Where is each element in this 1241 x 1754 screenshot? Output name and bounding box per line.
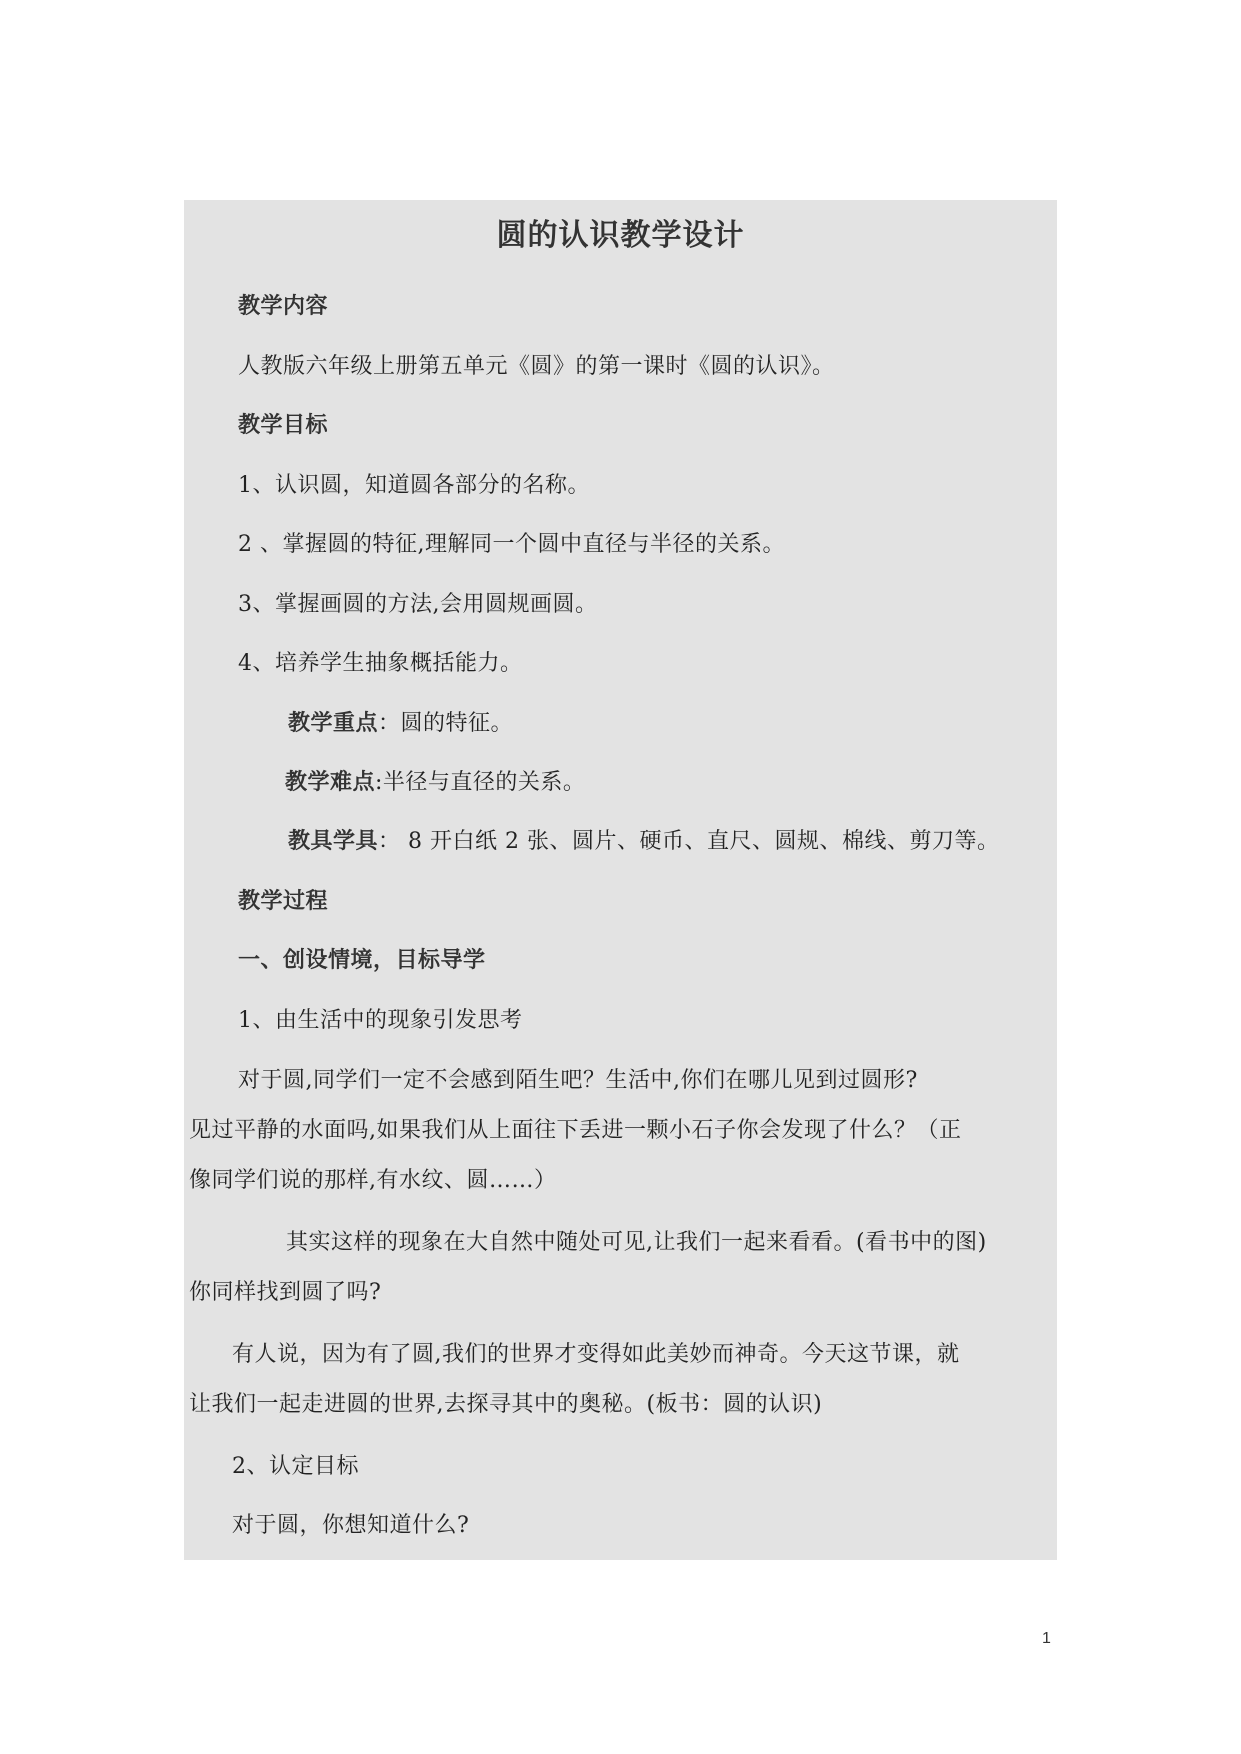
- para4: 对于圆，你想知道什么?: [232, 1513, 470, 1538]
- para2-line1: 其实这样的现象在大自然中随处可见,让我们一起来看看。(看书中的图): [286, 1230, 987, 1255]
- key-point-text: ：圆的特征。: [378, 711, 514, 736]
- para2-line2: 你同样找到圆了吗?: [189, 1280, 382, 1305]
- para1-line2: 见过平静的水面吗,如果我们从上面往下丢进一颗小石子你会发现了什么？（正: [189, 1118, 962, 1143]
- key-point-label: 教学重点: [288, 711, 379, 736]
- tools-text: ： 8 开白纸 2 张、圆片、硬币、直尺、圆规、棉线、剪刀等。: [378, 829, 1000, 854]
- para3-line1: 有人说，因为有了圆,我们的世界才变得如此美妙而神奇。今天这节课，就: [232, 1342, 960, 1367]
- goal-item-4: 4、培养学生抽象概括能力。: [238, 651, 523, 676]
- document-title: 圆的认识教学设计: [496, 218, 745, 253]
- para1-line3: 像同学们说的那样,有水纹、圆……）: [189, 1168, 557, 1193]
- process-heading: 教学过程: [238, 889, 329, 914]
- content-heading: 教学内容: [238, 294, 329, 319]
- difficulty-label: 教学难点: [285, 770, 376, 795]
- difficulty-text: :半径与直径的关系。: [375, 770, 586, 795]
- page-number: 1: [1042, 1630, 1051, 1647]
- para1-line1: 对于圆,同学们一定不会感到陌生吧？生活中,你们在哪儿见到过圆形?: [238, 1068, 918, 1093]
- tools-label: 教具学具: [288, 829, 379, 854]
- para3-line2: 让我们一起走进圆的世界,去探寻其中的奥秘。(板书：圆的认识): [189, 1392, 823, 1417]
- goal-item-3: 3、掌握画圆的方法,会用圆规画圆。: [238, 592, 598, 617]
- goal-item-1: 1、认识圆，知道圆各部分的名称。: [238, 473, 590, 498]
- step1-title: 1、由生活中的现象引发思考: [238, 1008, 523, 1033]
- goals-heading: 教学目标: [238, 413, 329, 438]
- key-point-line: [288, 709, 513, 739]
- goal-item-2: 2 、掌握圆的特征,理解同一个圆中直径与半径的关系。: [238, 532, 785, 557]
- difficulty-line: [285, 768, 585, 798]
- content-text: 人教版六年级上册第五单元《圆》的第一课时《圆的认识》。: [238, 354, 835, 379]
- step2-title: 2、认定目标: [232, 1454, 359, 1479]
- tools-line: [288, 827, 999, 857]
- document-panel: [184, 200, 1057, 1560]
- section1-heading: 一、创设情境，目标导学: [238, 948, 486, 973]
